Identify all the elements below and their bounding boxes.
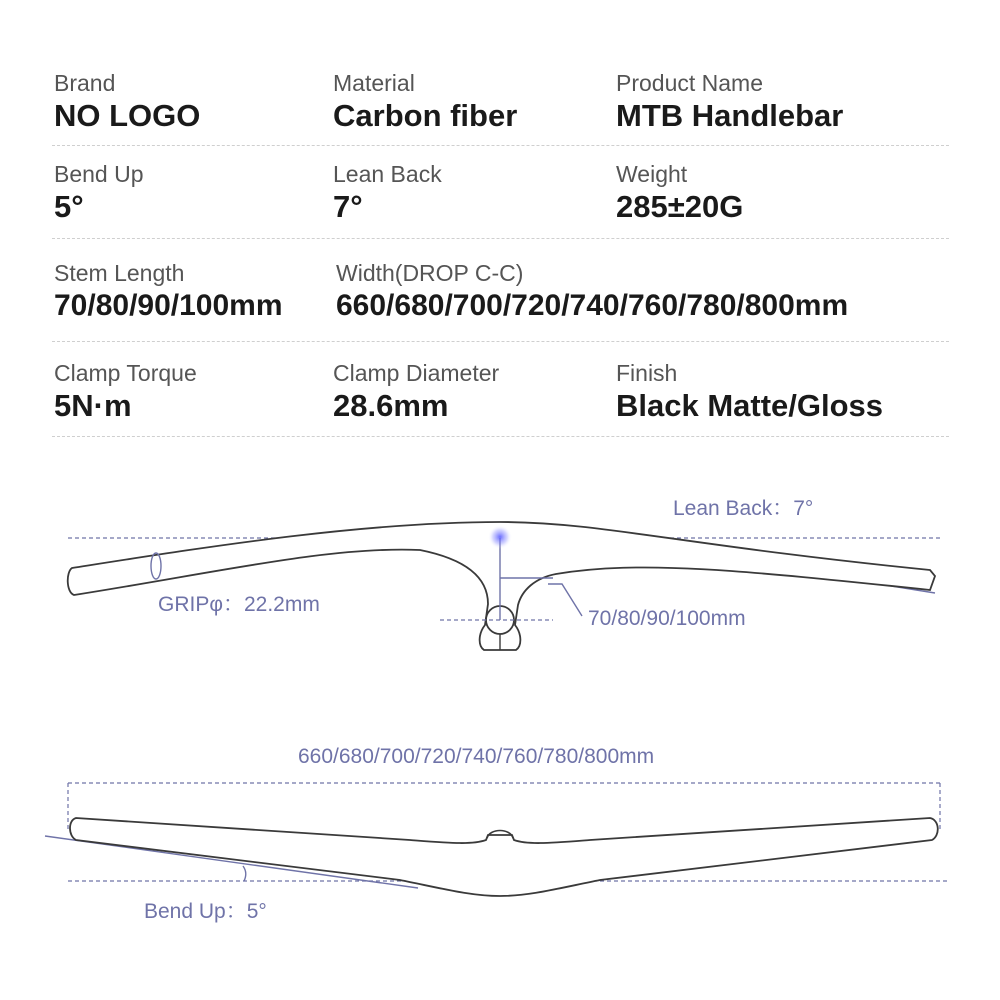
lean-back-annotation: Lean Back：7° <box>673 497 814 520</box>
stem-annotation: 70/80/90/100mm <box>588 607 746 630</box>
spec-label: Stem Length <box>54 260 185 286</box>
spec-label: Clamp Diameter <box>333 360 500 386</box>
spec-value: 5° <box>54 189 84 224</box>
spec-label: Lean Back <box>333 161 442 187</box>
spec-value: Black Matte/Gloss <box>616 388 884 423</box>
spec-value: 70/80/90/100mm <box>54 289 283 322</box>
bend-up-arc <box>243 866 246 881</box>
spec-label: Clamp Torque <box>54 360 197 386</box>
spec-label: Weight <box>616 161 688 187</box>
spec-value: 285±20G <box>616 189 744 224</box>
spec-value: Carbon fiber <box>333 98 518 133</box>
spec-label: Bend Up <box>54 161 144 187</box>
front-view-diagram <box>45 783 950 896</box>
spec-label: Product Name <box>616 70 764 96</box>
spec-label: Finish <box>616 360 678 386</box>
side-view-diagram <box>68 522 940 650</box>
spec-value: NO LOGO <box>54 98 201 133</box>
bend-up-annotation: Bend Up：5° <box>144 900 267 923</box>
spec-label: Brand <box>54 70 116 96</box>
spec-value: 660/680/700/720/740/760/780/800mm <box>336 289 849 322</box>
spec-value: 5N·m <box>54 388 132 423</box>
spec-value: 28.6mm <box>333 388 449 423</box>
spec-value: MTB Handlebar <box>616 98 844 133</box>
stem-leader-line <box>548 584 582 616</box>
grip-annotation: GRIPφ：22.2mm <box>158 593 320 616</box>
spec-value: 7° <box>333 189 363 224</box>
spec-label: Width(DROP C-C) <box>336 260 524 286</box>
width-annotation: 660/680/700/720/740/760/780/800mm <box>298 745 655 768</box>
spec-label: Material <box>333 70 415 96</box>
stem-glow <box>488 525 512 549</box>
